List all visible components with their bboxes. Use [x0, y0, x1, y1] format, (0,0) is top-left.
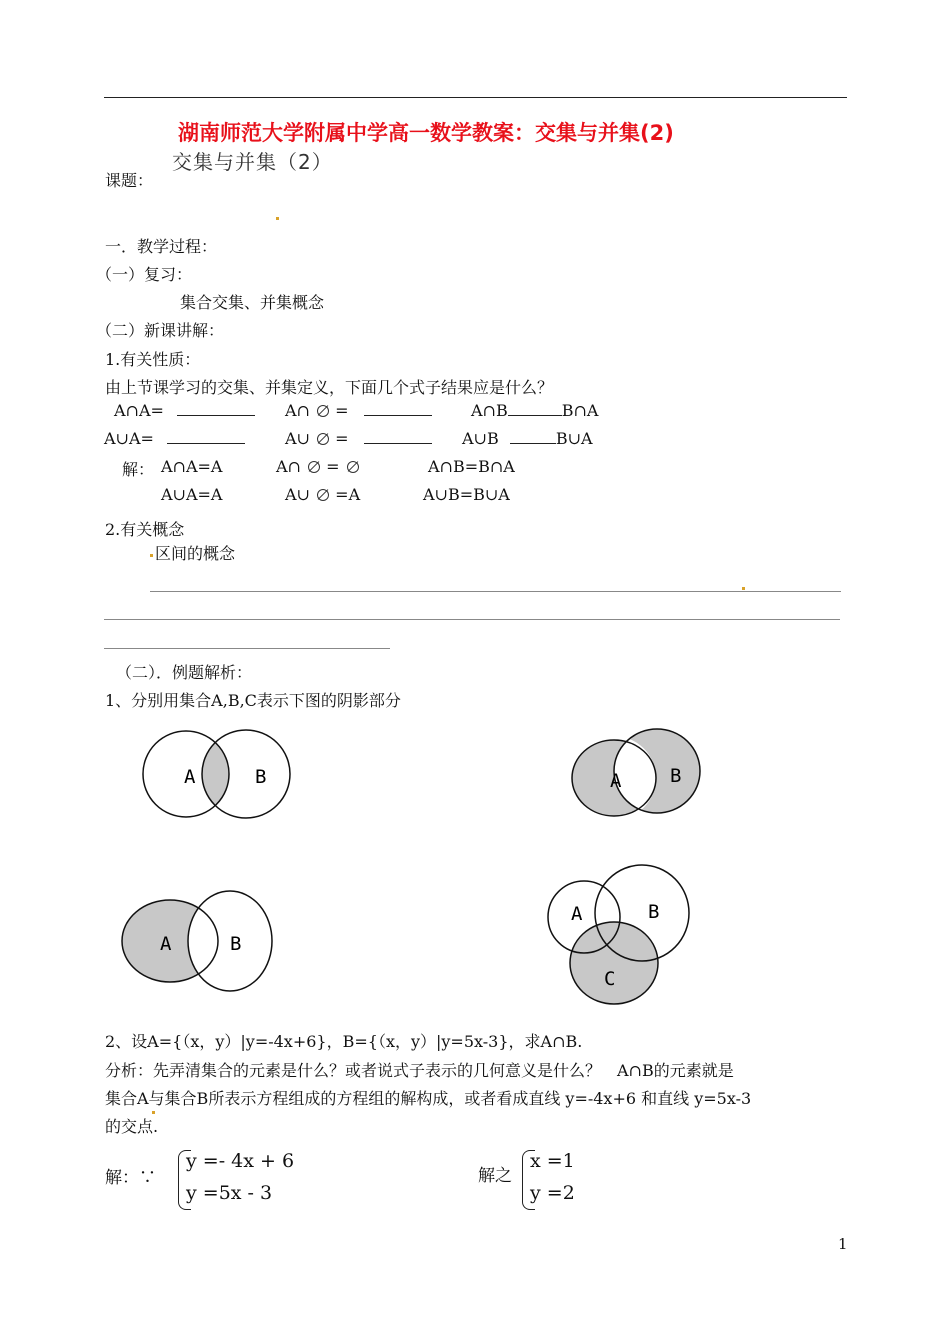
row1-col3	[471, 401, 598, 420]
ans2-b1: A∪	[285, 485, 310, 504]
row2-col1	[104, 429, 245, 448]
answer-blank	[167, 429, 245, 444]
label-b: B	[255, 766, 267, 788]
empty-set-icon	[315, 431, 330, 446]
ans2-a: A∪A=A	[161, 485, 223, 504]
writing-line	[104, 648, 390, 649]
label-b: B	[670, 765, 682, 787]
equation-1: y =- 4x + 6	[186, 1150, 295, 1172]
header-rule	[104, 97, 847, 98]
ans2-b2: =A	[335, 485, 361, 504]
properties-heading: 1.有关性质：	[105, 350, 201, 369]
properties-question: 由上节课学习的交集、并集定义，下面几个式子结果应是什么？	[105, 378, 554, 397]
analysis-line-3: 的交点.	[105, 1117, 159, 1136]
ans1-b2: =	[326, 457, 340, 476]
answer-blank	[508, 401, 562, 416]
answer-label: 解：	[122, 460, 155, 479]
solve-label: 解之	[478, 1166, 512, 1186]
row2-col3	[462, 429, 593, 448]
row1-b2: =	[335, 401, 349, 420]
venn-diagram-symmetric-difference	[570, 727, 705, 822]
writing-line	[104, 619, 840, 620]
label-a: A	[610, 770, 622, 792]
stray-mark	[276, 217, 279, 220]
answer-blank	[177, 401, 255, 416]
ans1-col2	[276, 457, 360, 476]
example-1: 1、分别用集合A,B,C表示下图的阴影部分	[105, 691, 401, 710]
label-c: C	[604, 968, 616, 990]
document-title: 湖南师范大学附属中学高一数学教案：交集与并集(2)	[178, 121, 674, 145]
row1-col2	[285, 401, 432, 420]
venn-diagram-difference	[118, 884, 278, 994]
result-1: x =1	[530, 1150, 575, 1172]
interval-concept: 区间的概念	[155, 544, 236, 563]
ans1-c: A∩B=B∩A	[428, 457, 515, 476]
row2-col2	[285, 429, 432, 448]
stray-mark	[152, 1111, 155, 1114]
label-a: A	[160, 933, 172, 955]
writing-line	[150, 591, 841, 592]
ans2-c: A∪B=B∪A	[423, 485, 510, 504]
solution-label: 解：∵	[105, 1168, 156, 1188]
result-2: y =2	[530, 1182, 575, 1204]
equation-2: y =5x - 3	[186, 1182, 273, 1204]
analysis-line-2: 集合A与集合B所表示方程组成的方程组的解构成，或者看成直线 y=-4x+6 和直线 y=5x-3	[105, 1089, 752, 1108]
example-2: 2、设A={（x，y）|y=-4x+6}，B={（x，y）|y=5x-3}，求A∩B.	[105, 1032, 583, 1051]
ans1-b1: A∩	[276, 457, 301, 476]
stray-mark	[150, 554, 153, 557]
examples-heading: （二）．例题解析：	[116, 663, 253, 682]
label-a: A	[184, 766, 196, 788]
analysis-line-1: 分析：先弄清集合的元素是什么？或者说式子表示的几何意义是什么？ A∩B的元素就是	[105, 1061, 734, 1080]
row2-a: A∪A=	[104, 429, 154, 448]
empty-set-icon	[315, 487, 330, 502]
stray-mark	[742, 587, 745, 590]
empty-set-icon	[315, 403, 330, 418]
section-new-lesson: （二）新课讲解：	[96, 321, 225, 340]
row1-c1: A∩B	[471, 401, 508, 420]
label-b: B	[230, 933, 242, 955]
label-b: B	[648, 901, 660, 923]
row2-b2: =	[335, 429, 349, 448]
answer-blank	[364, 401, 432, 416]
row2-b1: A∪	[285, 429, 310, 448]
venn-diagram-intersection	[140, 727, 295, 822]
review-content: 集合交集、并集概念	[180, 293, 325, 312]
row1-c2: B∩A	[561, 401, 599, 420]
document-subtitle: 交集与并集（2）	[172, 150, 333, 174]
ans1-a: A∩A=A	[161, 457, 223, 476]
section-teaching-process: 一．教学过程：	[105, 237, 218, 256]
row1-b1: A∩	[285, 401, 310, 420]
section-review: （一）复习：	[96, 265, 193, 284]
empty-set-icon	[306, 459, 321, 474]
row1-col1	[114, 401, 255, 420]
page-number: 1	[838, 1235, 848, 1253]
row2-c1: A∪B	[462, 429, 499, 448]
answer-blank	[510, 429, 556, 444]
row1-a: A∩A=	[114, 401, 164, 420]
ans2-col2	[285, 485, 360, 504]
topic-label: 课题：	[105, 171, 154, 190]
row2-c2: B∪A	[555, 429, 593, 448]
label-a: A	[571, 903, 583, 925]
answer-blank	[364, 429, 432, 444]
empty-set-icon	[345, 459, 360, 474]
venn-diagram-three-sets	[545, 860, 695, 1010]
concepts-heading: 2.有关概念	[105, 520, 185, 539]
